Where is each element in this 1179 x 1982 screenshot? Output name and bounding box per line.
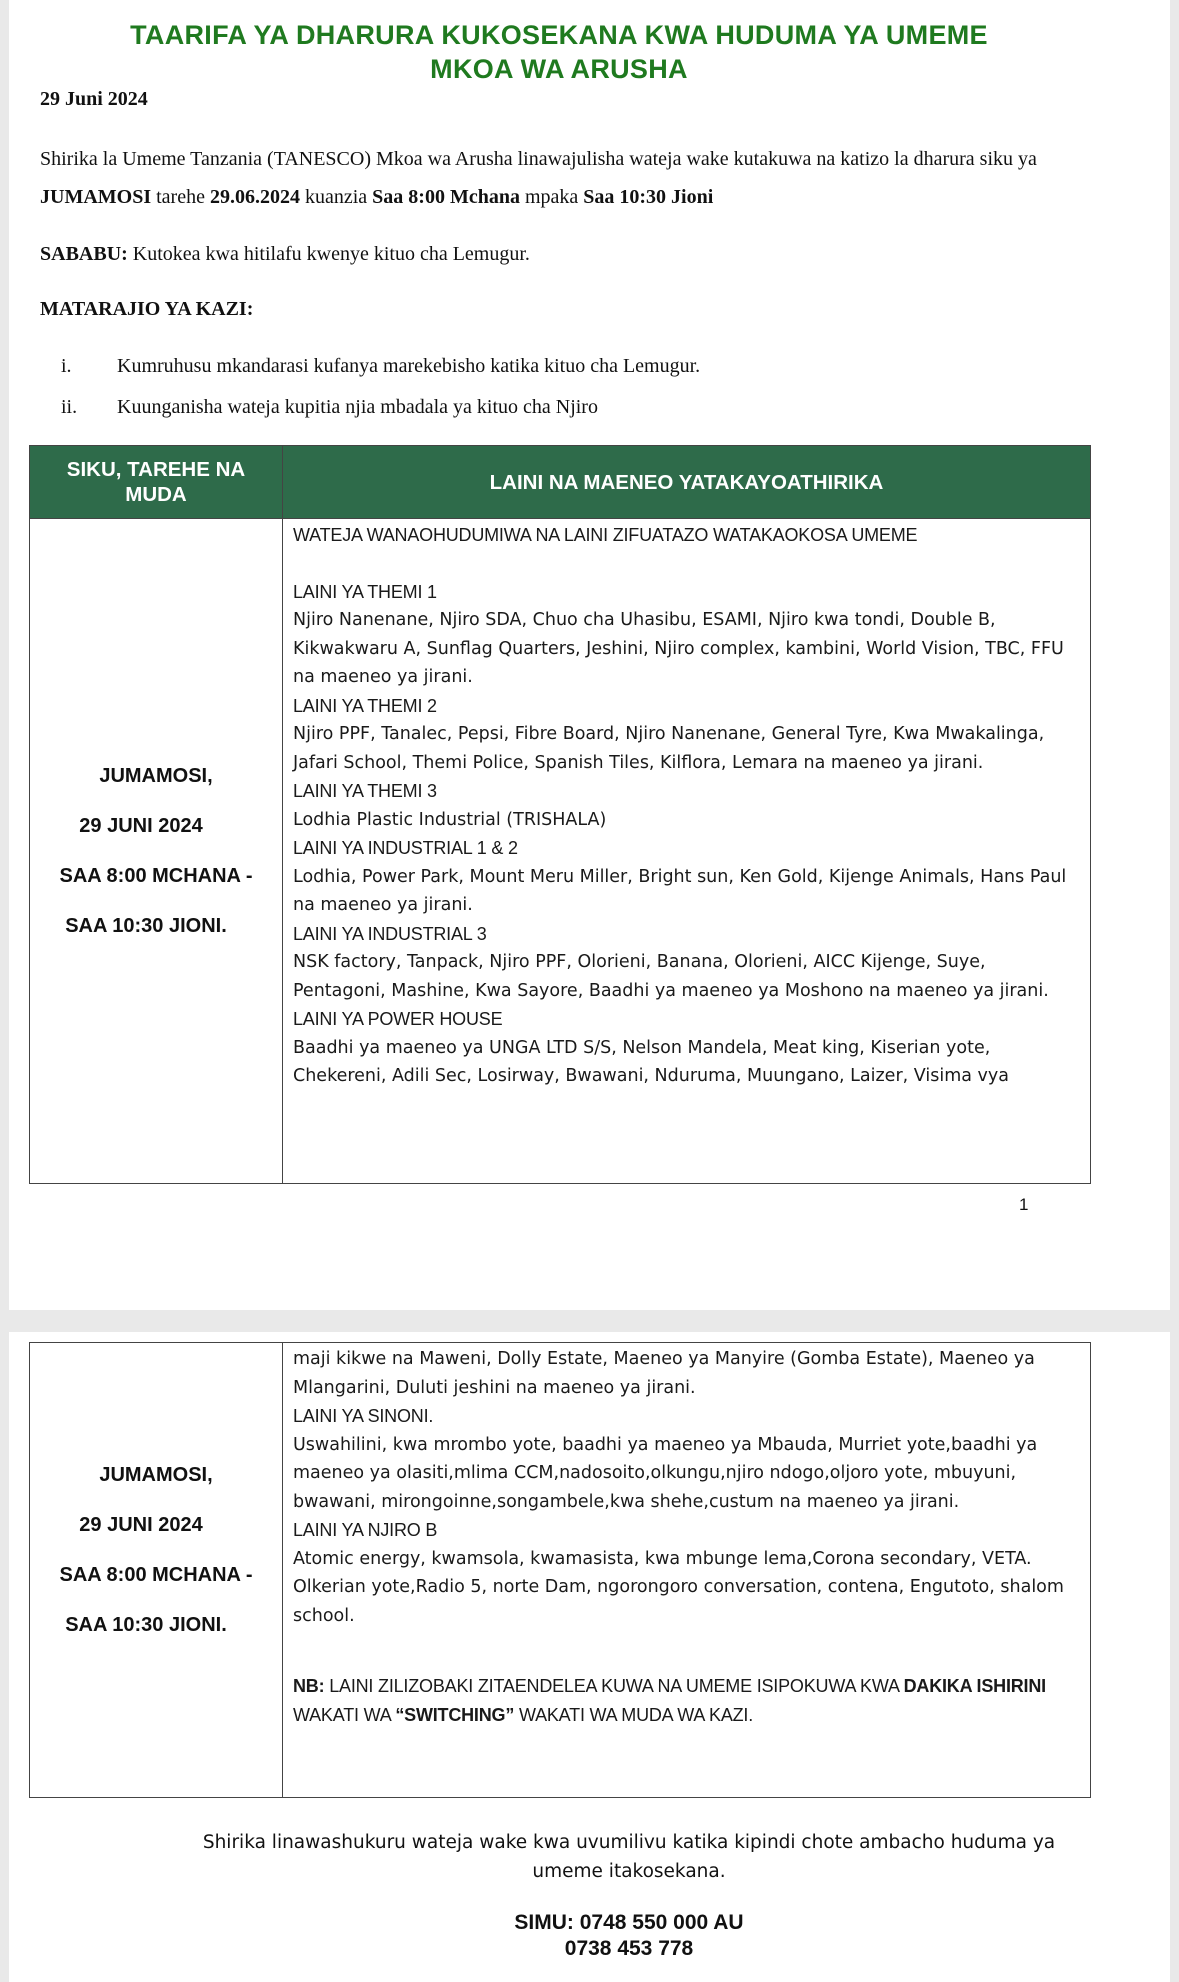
nb-duration: DAKIKA ISHIRINI <box>903 1676 1046 1696</box>
outage-table <box>29 445 1091 1184</box>
line-areas: Atomic energy, kwamsola, kwamasista, kwa mbunge lema,Corona secondary, VETA. Olkerian yote,Radio 5, norte Dam, ngorongoro conversation, contena, Engutoto, shalom school. <box>293 1548 1064 1626</box>
intro-text: Shirika la Umeme Tanzania (TANESCO) Mkoa wa Arusha linawajulisha wateja wake kutakuwa na katizo la dharura siku ya <box>40 148 1037 170</box>
line-name: LAINI YA INDUSTRIAL 3 <box>293 923 487 944</box>
notice-date: 29 Juni 2024 <box>40 88 148 110</box>
work-heading: MATARAJIO YA KAZI: <box>40 298 254 320</box>
schedule-cell <box>30 519 283 1184</box>
contact-phone-1: SIMU: 0748 550 000 AU <box>514 1911 744 1934</box>
list-number: i. <box>61 355 72 377</box>
contact-block <box>479 1910 779 1962</box>
intro-text: mpaka <box>519 186 584 208</box>
line-areas: Baadhi ya maeneo ya UNGA LTD S/S, Nelson Mandela, Meat king, Kiserian yote, Chekereni, Adili Sec, Losirway, Bwawani, Nduruma, Muungano, Laizer, Visima vya <box>293 1037 1009 1086</box>
intro-end-time: Saa 10:30 Jioni <box>583 186 714 208</box>
header-areas: LAINI NA MAENEO YATAKAYOATHIRIKA <box>283 446 1091 519</box>
intro-date: 29.06.2024 <box>209 186 300 208</box>
table-row <box>30 519 1091 1184</box>
title-line-2: MKOA WA ARUSHA <box>430 54 688 84</box>
list-text: Kuunganisha wateja kupitia njia mbadala ya kituo cha Njiro <box>117 396 598 418</box>
document-page-2 <box>9 1332 1170 1982</box>
line-areas: Njiro PPF, Tanalec, Pepsi, Fibre Board, Njiro Nanenane, General Tyre, Kwa Mwakalinga, Jafari School, Themi Police, Spanish Tiles, Kilflora, Lemara na maeneo ya jirani. <box>293 724 1045 773</box>
line-areas: Lodhia Plastic Industrial (TRISHALA) <box>293 809 607 830</box>
line-areas: Njiro Nanenane, Njiro SDA, Chuo cha Uhasibu, ESAMI, Njiro kwa tondi, Double B, Kikwakwaru A, Sunflag Quarters, Jeshini, Njiro complex, kambini, World Vision, TBC, FFU na maeneo ya jirani. <box>293 610 1064 687</box>
list-item <box>61 355 700 378</box>
nb-label: NB: <box>293 1676 325 1696</box>
line-areas: Uswahilini, kwa mrombo yote, baadhi ya maeneo ya Mbauda, Murriet yote,baadhi ya maeneo ya olasiti,mlima CCM,nadosoito,olkungu,njiro ndogo,oljoro yote, mbuyuni, bwawani, mirongoinne,songambele,kwa shehe,custum na maeneo ya jirani. <box>293 1434 1038 1512</box>
intro-paragraph <box>40 140 1140 216</box>
intro-text: kuanzia <box>299 186 373 208</box>
areas-intro: WATEJA WANAOHUDUMIWA NA LAINI ZIFUATAZO WATAKAOKOSA UMEME <box>293 525 918 545</box>
table-row <box>30 1343 1091 1798</box>
reason-text: Kutokea kwa hitilafu kwenye kituo cha Lemugur. <box>127 243 530 265</box>
page-number: 1 <box>1019 1195 1029 1214</box>
table-header-row <box>30 446 1091 519</box>
intro-start-time: Saa 8:00 Mchana <box>372 186 520 208</box>
line-name: LAINI YA SINONI. <box>293 1406 434 1426</box>
line-areas: Lodhia, Power Park, Mount Meru Miller, Bright sun, Ken Gold, Kijenge Animals, Hans Paul na maeneo ya jirani. <box>293 866 1067 915</box>
schedule-from: SAA 8:00 MCHANA - <box>59 865 253 887</box>
closing-message: Shirika linawashukuru wateja wake kwa uvumilivu katika kipindi chote ambacho huduma ya umeme itakosekana. <box>202 1832 1056 1882</box>
nb-switching: “SWITCHING” <box>395 1705 515 1725</box>
schedule-to: SAA 10:30 JIONI. <box>65 915 227 937</box>
intro-day: JUMAMOSI <box>40 186 152 208</box>
schedule-to: SAA 10:30 JIONI. <box>65 1614 227 1636</box>
line-areas: NSK factory, Tanpack, Njiro PPF, Olorieni, Banana, Olorieni, AICC Kijenge, Suye, Pentagoni, Mashine, Kwa Sayore, Baadhi ya maeneo ya Moshono na maeneo ya jirani. <box>293 952 1049 1001</box>
nb-text: WAKATI WA <box>293 1705 396 1725</box>
line-name: LAINI YA NJIRO B <box>293 1520 438 1540</box>
nb-text: LAINI ZILIZOBAKI ZITAENDELEA KUWA NA UMEME ISIPOKUWA KWA <box>324 1676 904 1696</box>
line-name: LAINI YA THEMI 2 <box>293 695 437 716</box>
reason-label: SABABU: <box>40 243 128 265</box>
schedule-date: 29 JUNI 2024 <box>79 1514 203 1536</box>
reason-paragraph <box>40 235 1140 273</box>
nb-text: WAKATI WA MUDA WA KAZI. <box>514 1705 754 1725</box>
outage-table-continued <box>29 1342 1091 1798</box>
document-page-1 <box>9 0 1170 1310</box>
line-name: LAINI YA THEMI 1 <box>293 581 437 602</box>
nb-note <box>293 1672 1082 1730</box>
list-text: Kumruhusu mkandarasi kufanya marekebisho katika kituo cha Lemugur. <box>117 355 701 377</box>
title-line-1: TAARIFA YA DHARURA KUKOSEKANA KWA HUDUMA YA UMEME <box>130 20 988 50</box>
areas-cell <box>283 1343 1091 1798</box>
line-name: LAINI YA INDUSTRIAL 1 & 2 <box>293 838 518 858</box>
line-name: LAINI YA THEMI 3 <box>293 781 437 801</box>
schedule-date: 29 JUNI 2024 <box>79 815 203 837</box>
schedule-day: JUMAMOSI, <box>99 1464 213 1486</box>
notice-title <box>9 18 1109 86</box>
intro-text: tarehe <box>151 186 210 208</box>
line-name: LAINI YA POWER HOUSE <box>293 1009 503 1029</box>
header-schedule: SIKU, TAREHE NA MUDA <box>30 446 283 519</box>
list-item <box>61 396 598 419</box>
schedule-from: SAA 8:00 MCHANA - <box>59 1564 253 1586</box>
list-number: ii. <box>61 396 78 418</box>
schedule-cell <box>30 1343 283 1798</box>
contact-phone-2: 0738 453 778 <box>564 1937 694 1960</box>
schedule-day: JUMAMOSI, <box>99 765 213 787</box>
areas-cell <box>283 519 1091 1184</box>
line-areas-continued: maji kikwe na Maweni, Dolly Estate, Maeneo ya Manyire (Gomba Estate), Maeneo ya Mlangarini, Duluti jeshini na maeneo ya jirani. <box>293 1349 1035 1398</box>
